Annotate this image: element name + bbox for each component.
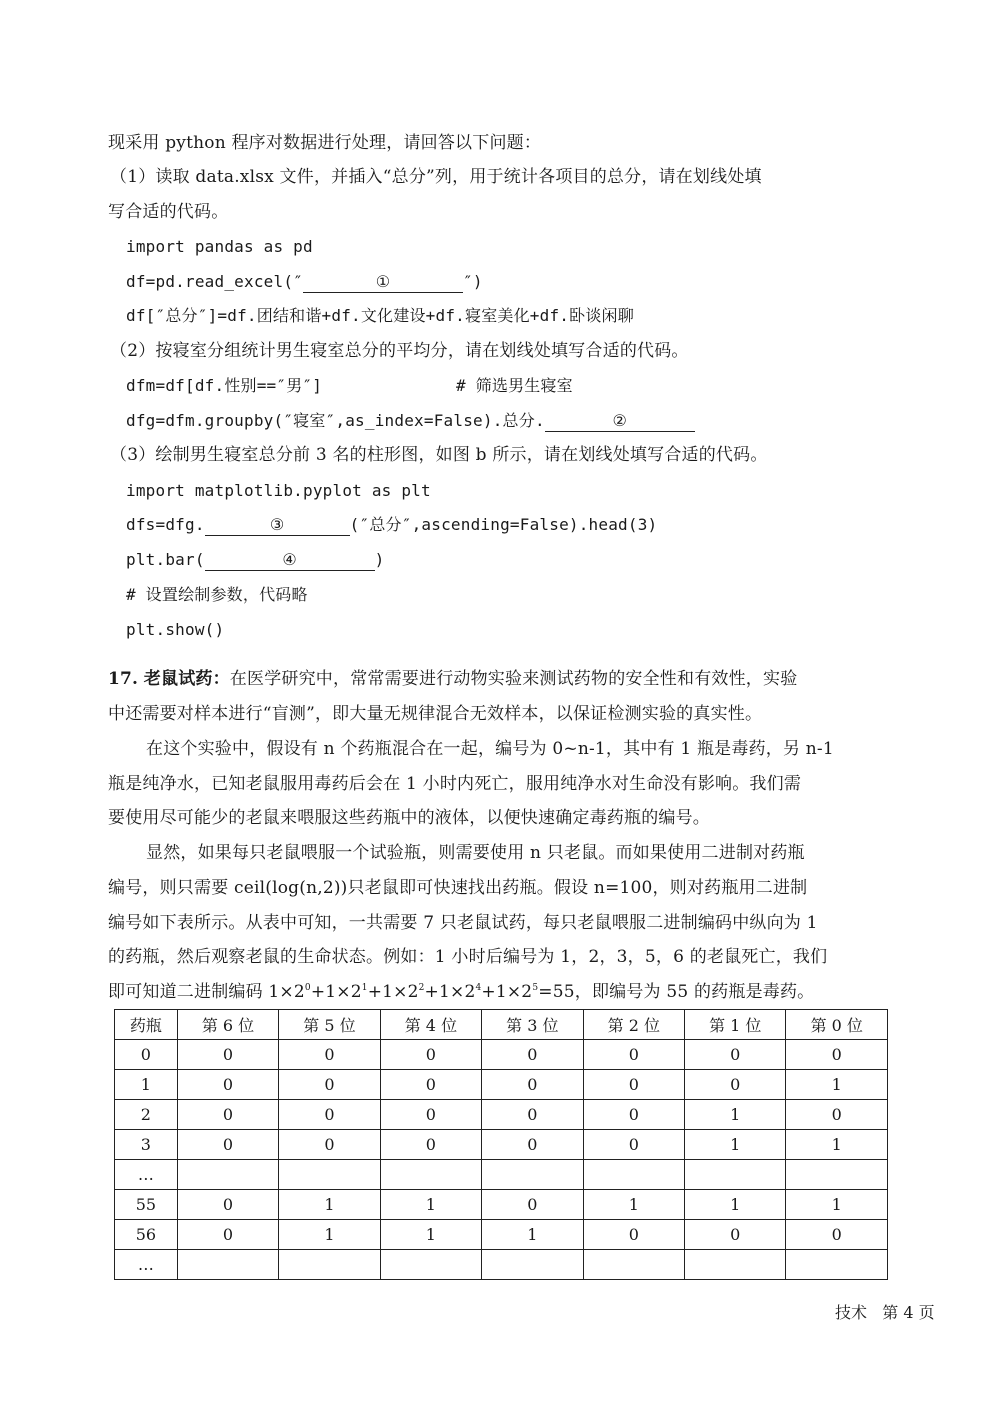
- q3-code-comment: # 设置绘制参数，代码略: [126, 585, 308, 604]
- bit-cell: 1: [583, 1190, 684, 1220]
- table-row: [115, 1220, 888, 1250]
- bit-cell: [177, 1250, 278, 1280]
- q3-code-show: plt.show(): [126, 620, 225, 639]
- bit-cell: 0: [786, 1100, 888, 1130]
- table-row: [115, 1040, 888, 1070]
- q1-code2-prefix: df=pd.read_excel(″: [126, 272, 303, 291]
- bit-cell: 0: [380, 1070, 481, 1100]
- q17-title: 老鼠试药：: [143, 669, 230, 689]
- bit-cell: [482, 1250, 583, 1280]
- q3-code3-suffix: ): [374, 550, 385, 569]
- exponent-1: 1: [361, 983, 368, 993]
- q1-text-line1: （1）读取 data.xlsx 文件，并插入“总分”列，用于统计各项目的总分，请在划线处填: [110, 167, 762, 187]
- bit-cell: 0: [583, 1040, 684, 1070]
- bit-cell: 0: [786, 1220, 888, 1250]
- q1-code2-suffix: ″): [463, 272, 483, 291]
- bit-cell: 0: [482, 1190, 583, 1220]
- exponent-4: 4: [475, 983, 482, 993]
- bit-cell: 1: [786, 1130, 888, 1160]
- blank-4: ④: [205, 550, 375, 571]
- table-row: [115, 1190, 888, 1220]
- bit-cell: 0: [583, 1070, 684, 1100]
- bit-cell: 1: [380, 1190, 481, 1220]
- q2-text: （2）按寝室分组统计男生寝室总分的平均分，请在划线处填写合适的代码。: [110, 341, 689, 361]
- page-footer: 技术 第 4 页: [835, 1303, 935, 1322]
- bit-cell: 1: [685, 1100, 786, 1130]
- bit-cell: 0: [177, 1130, 278, 1160]
- q1-code-sum: df[″总分″]=df.团结和谐+df.文化建设+df.寝室美化+df.卧谈闲聊: [126, 306, 634, 325]
- q17-para2-line2: 瓶是纯净水，已知老鼠服用毒药后会在 1 小时内死亡，服用纯净水对生命没有影响。我们需: [108, 774, 802, 794]
- bit-cell: 0: [482, 1100, 583, 1130]
- bit-cell: 0: [685, 1070, 786, 1100]
- bit-cell: 1: [279, 1190, 380, 1220]
- bit-cell: 0: [482, 1070, 583, 1100]
- q2-code-groupby: [126, 409, 695, 433]
- intro-text: 现采用 python 程序对数据进行处理，请回答以下问题：: [108, 133, 542, 153]
- bottle-id-cell: …: [115, 1160, 178, 1190]
- formula-term: +1×2: [310, 982, 362, 1002]
- table-row: [115, 1160, 888, 1190]
- header-cell: 第 4 位: [380, 1010, 481, 1040]
- bit-cell: 1: [380, 1220, 481, 1250]
- q17-number: 17.: [108, 669, 139, 689]
- bit-cell: 0: [279, 1040, 380, 1070]
- bit-cell: 0: [583, 1130, 684, 1160]
- exponent-5: 5: [532, 983, 539, 993]
- blank-3: ③: [205, 515, 350, 536]
- bottle-id-cell: 55: [115, 1190, 178, 1220]
- bottle-id-cell: 0: [115, 1040, 178, 1070]
- bottle-id-cell: …: [115, 1250, 178, 1280]
- exponent-0: 0: [304, 983, 311, 993]
- q17-para3-line2: 编号，则只需要 ceil(log(n,2))只老鼠即可快速找出药瓶。假设 n=100，则对药瓶用二进制: [108, 878, 808, 898]
- q17-p1-line1-rest: 在医学研究中，常常需要进行动物实验来测试药物的安全性和有效性，实验: [229, 669, 798, 689]
- q17-para2-line1: 在这个实验中，假设有 n 个药瓶混合在一起，编号为 0~n-1，其中有 1 瓶是毒药，另 n-1: [146, 739, 834, 759]
- q17-para1-line1: [108, 667, 898, 691]
- q3-code-sort: [126, 513, 657, 537]
- q1-text-line2: 写合适的代码。: [108, 202, 229, 222]
- bit-cell: [786, 1160, 888, 1190]
- q17-para1-line2: 中还需要对样本进行“盲测”，即大量无规律混合无效样本，以保证检测实验的真实性。: [108, 704, 763, 724]
- blank-1: ①: [303, 272, 463, 293]
- blank-2: ②: [545, 411, 695, 432]
- q3-code3-prefix: plt.bar(: [126, 550, 205, 569]
- q3-code2-suffix: (″总分″,ascending=False).head(3): [349, 515, 658, 534]
- q2-code-filter: [126, 374, 573, 398]
- q1-code-import: import pandas as pd: [126, 237, 313, 256]
- bit-cell: [279, 1160, 380, 1190]
- q17-para3-line4: 的药瓶，然后观察老鼠的生命状态。例如：1 小时后编号为 1，2，3，5，6 的老鼠死亡，我们: [108, 947, 828, 967]
- bit-cell: 0: [786, 1040, 888, 1070]
- bit-cell: 1: [786, 1070, 888, 1100]
- bit-cell: 0: [583, 1100, 684, 1130]
- bit-cell: [786, 1250, 888, 1280]
- q2-code2-prefix: dfg=dfm.groupby(″寝室″,as_index=False).总分.: [126, 411, 545, 430]
- bit-cell: 0: [177, 1190, 278, 1220]
- bit-cell: 0: [583, 1220, 684, 1250]
- bit-cell: 0: [177, 1100, 278, 1130]
- table-row: [115, 1250, 888, 1280]
- formula-term: +1×2: [481, 982, 533, 1002]
- header-cell: 第 0 位: [786, 1010, 888, 1040]
- bit-cell: 0: [685, 1220, 786, 1250]
- bit-cell: 0: [279, 1130, 380, 1160]
- header-cell: 第 1 位: [685, 1010, 786, 1040]
- q17-para3-line5: [108, 980, 898, 1004]
- q17-para3-line3: 编号如下表所示。从表中可知，一共需要 7 只老鼠试药，每只老鼠喂服二进制编码中纵向为 1: [108, 913, 818, 933]
- bit-cell: 0: [279, 1100, 380, 1130]
- bit-cell: [583, 1250, 684, 1280]
- bit-cell: [482, 1160, 583, 1190]
- bit-cell: 1: [482, 1220, 583, 1250]
- header-cell: 第 5 位: [279, 1010, 380, 1040]
- bit-cell: 0: [177, 1040, 278, 1070]
- bottle-id-cell: 2: [115, 1100, 178, 1130]
- header-cell: 第 2 位: [583, 1010, 684, 1040]
- bit-cell: 1: [685, 1190, 786, 1220]
- q2-code1-comment: # 筛选男生寝室: [456, 376, 573, 395]
- bit-cell: 1: [279, 1220, 380, 1250]
- bit-cell: [380, 1160, 481, 1190]
- q17-para3-line1: 显然，如果每只老鼠喂服一个试验瓶，则需要使用 n 只老鼠。而如果使用二进制对药瓶: [146, 843, 805, 863]
- exponent-2: 2: [418, 983, 425, 993]
- q3-code2-prefix: dfs=dfg.: [126, 515, 205, 534]
- binary-encoding-table: [114, 1009, 888, 1280]
- bottle-id-cell: 3: [115, 1130, 178, 1160]
- formula-prefix: 即可知道二进制编码 1×2: [108, 982, 305, 1002]
- table-row: [115, 1070, 888, 1100]
- header-cell: 药瓶: [115, 1010, 178, 1040]
- bottle-id-cell: 56: [115, 1220, 178, 1250]
- bottle-id-cell: 1: [115, 1070, 178, 1100]
- bit-cell: [279, 1250, 380, 1280]
- formula-suffix: =55，即编号为 55 的药瓶是毒药。: [538, 982, 815, 1002]
- bit-cell: [685, 1250, 786, 1280]
- table-row: [115, 1130, 888, 1160]
- bit-cell: 0: [177, 1220, 278, 1250]
- bit-cell: 0: [482, 1130, 583, 1160]
- q3-text: （3）绘制男生寝室总分前 3 名的柱形图，如图 b 所示，请在划线处填写合适的代码。: [110, 445, 768, 465]
- table-header-row: [115, 1010, 888, 1040]
- table-row: [115, 1100, 888, 1130]
- q2-code1: dfm=df[df.性别==″男″]: [126, 376, 323, 395]
- q3-code-bar: [126, 548, 385, 572]
- header-cell: 第 3 位: [482, 1010, 583, 1040]
- q17-para2-line3: 要使用尽可能少的老鼠来喂服这些药瓶中的液体，以便快速确定毒药瓶的编号。: [108, 808, 710, 828]
- bit-cell: 0: [380, 1040, 481, 1070]
- q3-code-import: import matplotlib.pyplot as plt: [126, 481, 431, 500]
- bit-cell: 1: [786, 1190, 888, 1220]
- bit-cell: 0: [482, 1040, 583, 1070]
- formula-term: +1×2: [424, 982, 476, 1002]
- header-cell: 第 6 位: [177, 1010, 278, 1040]
- bit-cell: 0: [380, 1130, 481, 1160]
- bit-cell: [380, 1250, 481, 1280]
- bit-cell: 0: [685, 1040, 786, 1070]
- bit-cell: [583, 1160, 684, 1190]
- formula-term: +1×2: [367, 982, 419, 1002]
- bit-cell: 0: [279, 1070, 380, 1100]
- q1-code-read-excel: [126, 270, 483, 294]
- bit-cell: 1: [685, 1130, 786, 1160]
- bit-cell: 0: [177, 1070, 278, 1100]
- bit-cell: 0: [380, 1100, 481, 1130]
- bit-cell: [685, 1160, 786, 1190]
- bit-cell: [177, 1160, 278, 1190]
- table-body: [115, 1040, 888, 1280]
